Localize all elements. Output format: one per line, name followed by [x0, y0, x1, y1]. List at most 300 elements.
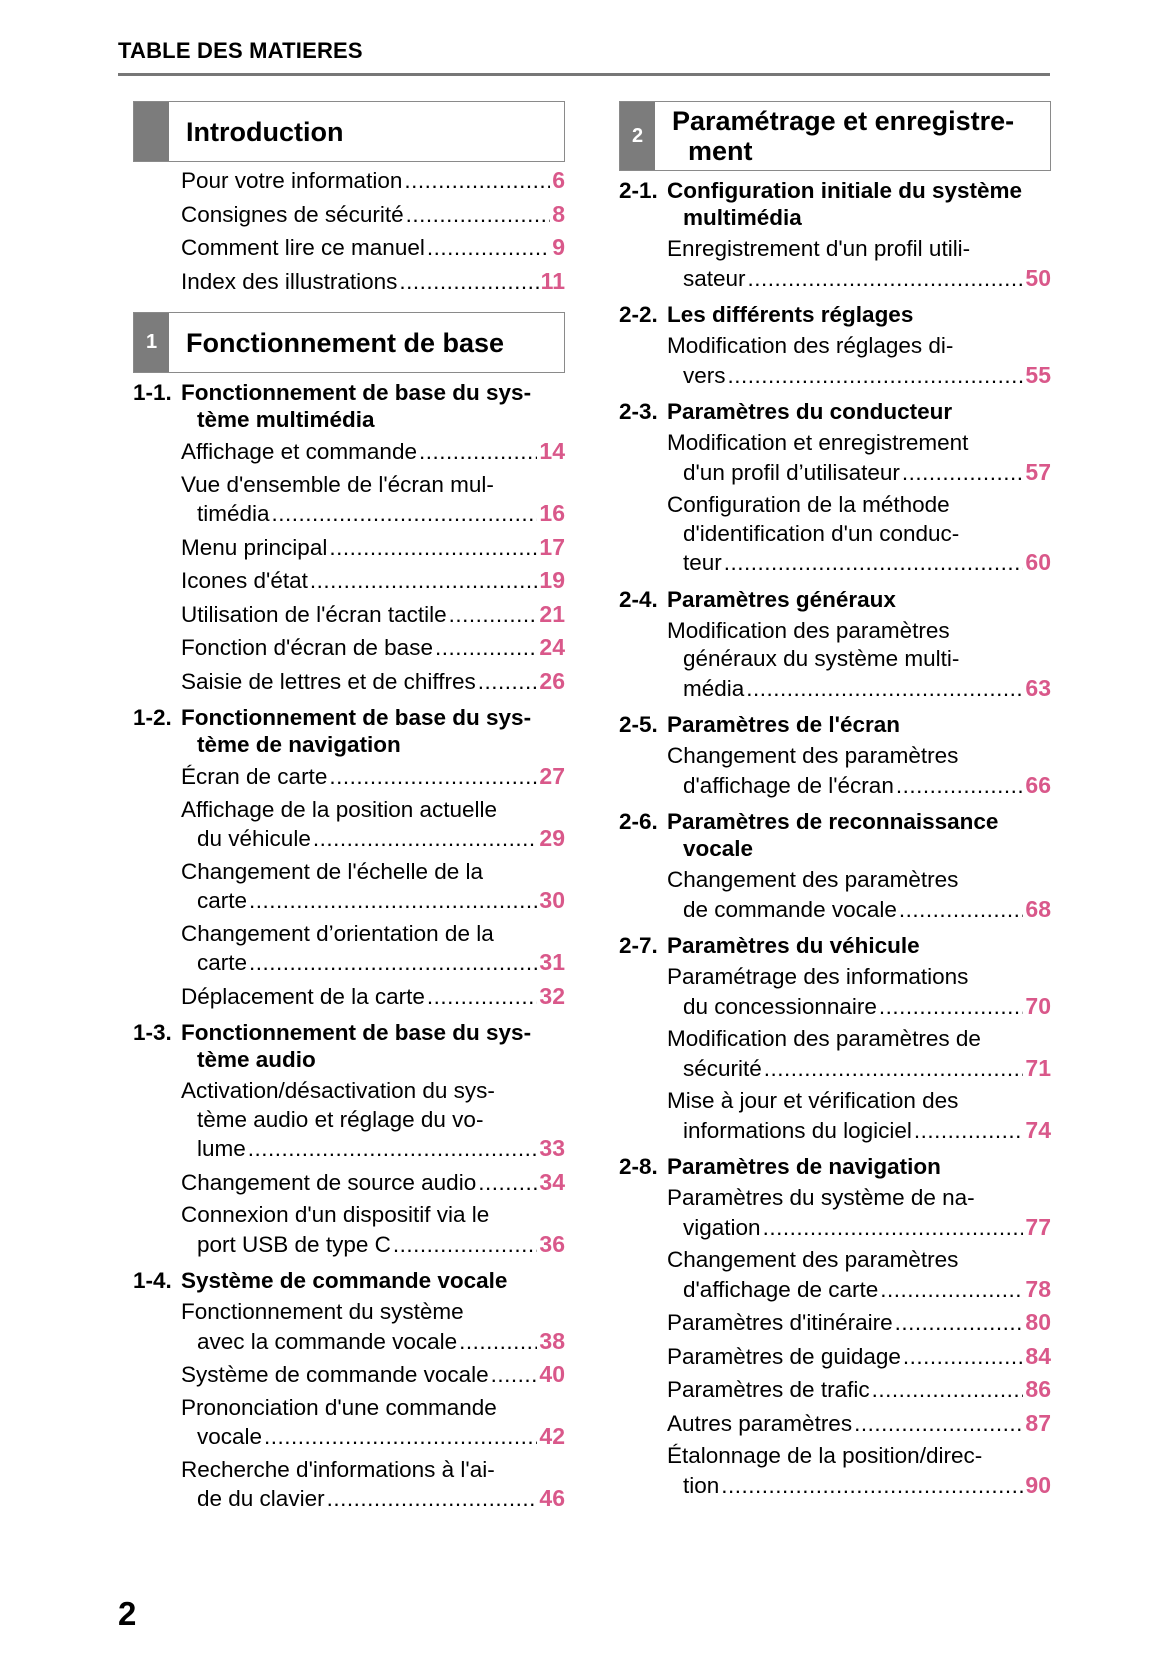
toc-entry[interactable] [181, 1392, 565, 1454]
toc-entry-text [181, 1201, 565, 1259]
toc-entry[interactable] [667, 233, 1051, 295]
dot-leader [899, 896, 1024, 925]
toc-entry-line: tion [683, 1472, 720, 1498]
toc-entry-line: généraux du système multi- [683, 646, 960, 671]
toc-entry[interactable] [181, 631, 565, 665]
toc-entry[interactable] [181, 1075, 565, 1166]
toc-entry-line: Changement des paramètres [667, 867, 959, 892]
dot-leader [914, 1117, 1024, 1146]
toc-entry-line: teur [683, 550, 722, 575]
toc-entry[interactable] [181, 794, 565, 856]
toc-entry-line: d'affichage de carte [683, 1276, 879, 1302]
subsection-number: 2-8. [619, 1154, 658, 1179]
page-ref[interactable]: 21 [539, 600, 565, 627]
section-title: Introduction [186, 116, 344, 147]
subsection-title-line: Fonctionnement de base du sys- [181, 1020, 532, 1045]
toc-entry-line: Connexion d'un dispositif via le [181, 1202, 490, 1227]
toc-entry-line: sateur [683, 265, 746, 291]
subsection-title-line: Paramètres généraux [667, 586, 896, 612]
toc-entry-line: du véhicule [197, 826, 311, 851]
page-ref[interactable]: 90 [1025, 1471, 1051, 1498]
page-ref[interactable]: 77 [1025, 1213, 1051, 1240]
toc-entry-last-line [667, 1409, 1051, 1439]
toc-entry[interactable] [667, 1023, 1051, 1085]
dot-leader [329, 763, 537, 792]
page-ref[interactable]: 50 [1025, 264, 1051, 291]
toc-entry-last-line [667, 1213, 1051, 1243]
toc-entry-line: Saisie de lettres et de chiffres [181, 668, 476, 694]
toc-entry-text [667, 491, 1051, 578]
dot-leader [449, 601, 538, 630]
page-ref[interactable]: 74 [1025, 1116, 1051, 1143]
toc-entry-text [667, 866, 1051, 924]
toc-entry-text [667, 617, 1051, 704]
toc-entry[interactable] [667, 1085, 1051, 1147]
toc-entry-line: d'identification d'un conduc- [683, 520, 960, 546]
toc-entry-last-line [181, 667, 565, 697]
section-intro-heading[interactable] [133, 101, 565, 162]
subsection-title-line: Fonctionnement de base du sys- [181, 705, 532, 730]
toc-entry[interactable] [667, 1440, 1051, 1502]
toc-entry[interactable] [181, 265, 565, 299]
dot-leader [329, 534, 537, 563]
toc-entry-line: vigation [683, 1214, 761, 1240]
toc-entry-line: vocale [197, 1424, 263, 1449]
subsection-heading[interactable] [133, 1267, 565, 1294]
toc-entry-last-line [181, 1168, 565, 1198]
toc-entry-line: Paramètres de trafic [667, 1377, 870, 1402]
subsection-title-line: vocale [683, 836, 754, 861]
page-ref[interactable]: 80 [1025, 1309, 1051, 1335]
dot-leader [404, 167, 550, 196]
toc-entry-last-line [181, 1360, 565, 1390]
page-ref[interactable]: 71 [1025, 1054, 1051, 1081]
section-title: Fonctionnement de base [186, 327, 505, 358]
toc-entry-last-line [181, 886, 565, 916]
toc-entry-text [667, 963, 1051, 1021]
toc-entry-line: Modification des paramètres [667, 617, 950, 643]
page-ref[interactable]: 60 [1025, 549, 1051, 575]
dot-leader [880, 1276, 1023, 1305]
toc-entry-line: Fonction d'écran de base [181, 635, 433, 660]
page-ref[interactable]: 55 [1025, 361, 1051, 388]
toc-entry-line: tème audio et réglage du vo- [197, 1106, 484, 1132]
toc-entry-line: Paramètres de guidage [667, 1343, 901, 1369]
subsection-entries [619, 615, 1051, 706]
subsection-entries [619, 961, 1051, 1147]
subsection-heading[interactable] [619, 1153, 1051, 1180]
page-ref[interactable]: 63 [1025, 674, 1051, 701]
subsection-title-line: Fonctionnement de base du sys- [181, 380, 532, 405]
toc-entry-text [667, 235, 1051, 293]
toc-entry-text [181, 533, 565, 563]
subsection-entries [133, 1075, 565, 1261]
toc-entry-line: Système de commande vocale [181, 1362, 489, 1387]
toc-entry[interactable] [181, 980, 565, 1014]
toc-entry-text [667, 1375, 1051, 1405]
subsection-heading[interactable] [619, 301, 1051, 328]
toc-entry-last-line [181, 533, 565, 563]
subsection-number: 2-1. [619, 178, 658, 203]
subsection-number: 2-2. [619, 302, 658, 327]
toc-entry[interactable] [667, 427, 1051, 489]
toc-entry-last-line [181, 566, 565, 596]
toc-entry-line: Fonctionnement du système [181, 1299, 464, 1324]
page-ref[interactable]: 29 [539, 825, 565, 851]
toc-entry[interactable] [181, 1166, 565, 1200]
dot-leader [310, 567, 538, 596]
dot-leader [491, 1361, 538, 1390]
toc-entry-last-line [667, 895, 1051, 925]
page-ref[interactable]: 11 [540, 267, 565, 294]
page-ref[interactable]: 46 [539, 1485, 565, 1511]
toc-entry[interactable] [181, 164, 565, 198]
page-ref[interactable]: 24 [539, 634, 565, 660]
subsection-heading[interactable] [619, 932, 1051, 959]
toc-entry-last-line [181, 633, 565, 663]
subsection-number: 2-5. [619, 712, 658, 737]
toc-entry-text [181, 796, 565, 854]
toc-entry-line: avec la commande vocale [197, 1328, 458, 1354]
page-ref[interactable]: 57 [1025, 458, 1051, 485]
toc-entry-line: média [683, 675, 745, 701]
subsection-entries [619, 233, 1051, 295]
toc-entry-text [181, 471, 565, 529]
dot-leader [763, 1214, 1024, 1243]
subsection-heading[interactable] [133, 379, 565, 433]
toc-entry[interactable] [667, 961, 1051, 1023]
toc-entry-line: Paramétrage des informations [667, 964, 969, 989]
toc-entry-text [181, 1394, 565, 1452]
toc-entry[interactable] [667, 864, 1051, 926]
subsection-entries [619, 864, 1051, 926]
toc-entry-line: carte [197, 888, 248, 913]
toc-entry-line: Menu principal [181, 534, 328, 560]
toc-entry-text [667, 1246, 1051, 1304]
page-ref[interactable]: 19 [539, 567, 565, 593]
toc-entry-text [181, 233, 565, 263]
subsection-number: 1-2. [133, 705, 172, 730]
toc-entry-line: Configuration de la méthode [667, 492, 950, 517]
toc-entry[interactable] [181, 856, 565, 918]
toc-entry-line: Icones d'état [181, 568, 308, 593]
dot-leader [399, 268, 538, 297]
toc-entry-line: port USB de type C [197, 1231, 391, 1257]
dot-leader [902, 459, 1023, 488]
toc-entry-line: Changement des paramètres [667, 743, 959, 768]
toc-entry[interactable] [667, 1182, 1051, 1244]
page-ref[interactable]: 33 [539, 1135, 565, 1161]
dot-leader [728, 362, 1024, 391]
toc-entry-text [181, 437, 565, 467]
section-tab: 1 [134, 313, 169, 372]
subsection-title-line: Paramètres du véhicule [667, 933, 920, 958]
toc-entry[interactable] [181, 918, 565, 980]
toc-entry-text [667, 332, 1051, 390]
subsection-heading[interactable] [619, 586, 1051, 613]
dot-leader [327, 1485, 538, 1514]
toc-entry-line: Autres paramètres [667, 1410, 853, 1436]
subsection-number: 2-4. [619, 586, 658, 612]
toc-entry-last-line [181, 1327, 565, 1357]
toc-entry[interactable] [667, 1340, 1051, 1374]
subsection-heading[interactable] [619, 711, 1051, 738]
toc-entry-line: Écran de carte [181, 764, 328, 789]
dot-leader [272, 500, 538, 529]
toc-entry[interactable] [181, 1358, 565, 1392]
page-ref[interactable]: 34 [539, 1168, 565, 1195]
page-ref[interactable]: 32 [539, 982, 565, 1009]
toc-entry-line: Activation/désactivation du sys- [181, 1078, 495, 1103]
toc-entry-text [181, 600, 565, 630]
subsection-entries [133, 760, 565, 1013]
toc-entry-text [667, 1184, 1051, 1242]
toc-entry-line: Paramètres du système de na- [667, 1185, 975, 1210]
toc-entry-text [181, 858, 565, 916]
toc-entry-text [181, 667, 565, 697]
toc-entry-line: Affichage et commande [181, 439, 417, 464]
toc-entry[interactable] [181, 665, 565, 699]
toc-entry[interactable] [667, 489, 1051, 580]
toc-entry[interactable] [181, 198, 565, 232]
section-2-heading[interactable] [619, 101, 1051, 171]
section-1-subsections [133, 379, 565, 1516]
toc-entry[interactable] [667, 1373, 1051, 1407]
subsection-heading[interactable] [133, 1019, 565, 1073]
toc-entry[interactable] [667, 740, 1051, 802]
toc-entry-line: Changement de l'échelle de la [181, 858, 484, 884]
subsection-title-line: Paramètres du conducteur [667, 399, 953, 424]
subsection-number: 1-1. [133, 380, 172, 405]
toc-entry-text [667, 1409, 1051, 1439]
toc-entry-text [181, 1298, 565, 1356]
right-column [619, 101, 1051, 1506]
toc-entry-last-line [181, 1134, 565, 1164]
toc-entry[interactable] [667, 615, 1051, 706]
page-ref[interactable]: 78 [1025, 1275, 1051, 1302]
toc-entry-text [667, 1087, 1051, 1145]
dot-leader [724, 549, 1024, 578]
page-ref[interactable]: 36 [539, 1230, 565, 1257]
toc-entry-line: Pour votre information [181, 168, 403, 193]
toc-entry-text [181, 1077, 565, 1164]
toc-entry[interactable] [181, 760, 565, 794]
toc-entry-line: Recherche d'informations à l'ai- [181, 1456, 495, 1482]
toc-entry[interactable] [181, 231, 565, 265]
dot-leader [249, 949, 537, 978]
subsection-heading[interactable] [619, 398, 1051, 425]
toc-entry-line: d'affichage de l'écran [683, 772, 894, 798]
toc-entry-line: Changement des paramètres [667, 1247, 959, 1272]
toc-entry[interactable] [181, 1199, 565, 1261]
toc-entry-line: lume [197, 1136, 246, 1161]
toc-entry[interactable] [181, 598, 565, 632]
toc-entry[interactable] [667, 1407, 1051, 1441]
subsection-heading[interactable] [619, 177, 1051, 231]
toc-entry-last-line [667, 1342, 1051, 1372]
toc-entry[interactable] [181, 1454, 565, 1516]
toc-entry-last-line [181, 437, 565, 467]
toc-entry-last-line [667, 1054, 1051, 1084]
toc-entry-text [181, 920, 565, 978]
toc-entry-line: d'un profil d’utilisateur [683, 459, 900, 485]
page-ref[interactable]: 16 [539, 500, 565, 526]
dot-leader [427, 234, 550, 263]
page-ref[interactable]: 84 [1025, 1342, 1051, 1369]
page-ref[interactable]: 30 [539, 887, 565, 913]
page-ref[interactable]: 26 [539, 667, 565, 694]
intro-entries [133, 164, 565, 298]
dot-leader [419, 438, 537, 467]
toc-entry-line: Changement d’orientation de la [181, 920, 494, 946]
subsection-title-line: tème de navigation [197, 732, 401, 757]
toc-entry-line: Modification des réglages di- [667, 333, 954, 358]
toc-entry-text [181, 1360, 565, 1390]
toc-entry[interactable] [181, 564, 565, 598]
dot-leader [406, 201, 551, 230]
page-ref[interactable]: 70 [1025, 992, 1051, 1019]
toc-entry-line: Prononciation d'une commande [181, 1394, 497, 1420]
page-ref[interactable]: 14 [539, 438, 565, 464]
subsection-title-line: tème audio [197, 1047, 316, 1072]
dot-leader [895, 1309, 1024, 1338]
toc-entry-last-line [181, 166, 565, 196]
toc-entry[interactable] [667, 1244, 1051, 1306]
toc-entry-text [667, 429, 1051, 487]
toc-entry-text [667, 742, 1051, 800]
subsection-entries [133, 435, 565, 698]
dot-leader [249, 887, 537, 916]
toc-entry-last-line [181, 499, 565, 529]
page-ref[interactable]: 42 [539, 1423, 565, 1449]
subsection-title-line: multimédia [683, 205, 802, 230]
toc-entry-last-line [181, 267, 565, 297]
toc-entry-last-line [667, 1116, 1051, 1146]
subsection-number: 2-3. [619, 399, 658, 424]
page-ref[interactable]: 9 [552, 234, 565, 260]
toc-entry-last-line [181, 824, 565, 854]
toc-entry[interactable] [181, 1296, 565, 1358]
dot-leader [459, 1328, 537, 1357]
toc-entry[interactable] [667, 1306, 1051, 1340]
section-title [672, 106, 1014, 166]
toc-entry-text [667, 1342, 1051, 1372]
subsection-entries [619, 330, 1051, 392]
toc-entry-last-line [667, 548, 1051, 578]
toc-entry-line: Consignes de sécurité [181, 201, 404, 227]
page-ref[interactable]: 87 [1025, 1409, 1051, 1436]
page-number: 2 [118, 1595, 137, 1632]
page-ref[interactable]: 31 [539, 949, 565, 975]
subsection-entries [619, 1182, 1051, 1502]
page-ref[interactable]: 86 [1025, 1376, 1051, 1402]
page-ref[interactable]: 27 [539, 763, 565, 789]
dot-leader [264, 1423, 537, 1452]
dot-leader [764, 1055, 1024, 1084]
toc-entry-text [667, 1308, 1051, 1338]
toc-entry-last-line [667, 1275, 1051, 1305]
toc-entry-last-line [667, 361, 1051, 391]
toc-entry-line: Déplacement de la carte [181, 983, 425, 1009]
subsection-title-line: Configuration initiale du système [667, 178, 1023, 203]
toc-entry[interactable] [667, 330, 1051, 392]
page-ref[interactable]: 8 [552, 200, 565, 227]
toc-entry-line: Paramètres d'itinéraire [667, 1310, 893, 1335]
subsection-title-line: tème multimédia [197, 407, 375, 432]
page-ref[interactable]: 6 [552, 167, 565, 193]
toc-entry-text [181, 1168, 565, 1198]
page-ref[interactable]: 17 [539, 533, 565, 560]
toc-entry-line: de du clavier [197, 1486, 325, 1511]
toc-entry-text [181, 200, 565, 230]
subsection-title-line: Paramètres de reconnaissance [667, 809, 999, 834]
dot-leader [854, 1410, 1023, 1439]
toc-entry[interactable] [181, 531, 565, 565]
toc-entry-last-line [667, 1308, 1051, 1338]
toc-entry-text [181, 762, 565, 792]
subsection-heading[interactable] [133, 704, 565, 758]
page-ref[interactable]: 40 [539, 1361, 565, 1387]
page-ref[interactable]: 38 [539, 1327, 565, 1354]
toc-entry-text [181, 1456, 565, 1514]
toc-entry-line: Modification des paramètres de [667, 1026, 981, 1051]
section-1-heading[interactable] [133, 312, 565, 373]
toc-entry-text [667, 1442, 1051, 1500]
toc-entry-last-line [667, 458, 1051, 488]
subsection-entries [619, 740, 1051, 802]
dot-leader [748, 265, 1024, 294]
toc-entry-last-line [181, 200, 565, 230]
subsection-number: 1-4. [133, 1268, 172, 1293]
dot-leader [879, 993, 1024, 1022]
toc-entry-line: Enregistrement d'un profil utili- [667, 236, 971, 261]
page-ref[interactable]: 68 [1025, 895, 1051, 922]
dot-leader [427, 983, 538, 1012]
page-ref[interactable]: 66 [1025, 771, 1051, 798]
toc-entry-last-line [181, 948, 565, 978]
toc-entry-text [181, 633, 565, 663]
section-2-subsections [619, 177, 1051, 1502]
dot-leader [903, 1343, 1024, 1372]
header-rule [118, 73, 1050, 76]
subsection-heading[interactable] [619, 808, 1051, 862]
toc-entry-line: informations du logiciel [683, 1117, 912, 1143]
subsection-number: 1-3. [133, 1020, 172, 1045]
dot-leader [721, 1472, 1023, 1501]
toc-entry-line: vers [683, 362, 726, 388]
toc-entry-last-line [667, 264, 1051, 294]
toc-entry-last-line [667, 771, 1051, 801]
toc-entry-last-line [181, 600, 565, 630]
subsection-title-line: Paramètres de navigation [667, 1154, 941, 1179]
toc-entry-text [181, 267, 565, 297]
toc-entry-last-line [181, 762, 565, 792]
toc-entry-last-line [181, 1484, 565, 1514]
dot-leader [478, 1169, 537, 1198]
dot-leader [478, 668, 538, 697]
toc-entry-last-line [667, 674, 1051, 704]
toc-entry-line: timédia [197, 501, 270, 526]
toc-entry-text [181, 566, 565, 596]
subsection-entries [619, 427, 1051, 580]
section-title-line: Paramétrage et enregistre- [672, 106, 1015, 136]
toc-entry[interactable] [181, 435, 565, 469]
toc-entry-line: Index des illustrations [181, 268, 398, 294]
toc-entry[interactable] [181, 469, 565, 531]
subsection-title-line: Les différents réglages [667, 302, 914, 327]
dot-leader [896, 772, 1024, 801]
dot-leader [435, 634, 537, 663]
